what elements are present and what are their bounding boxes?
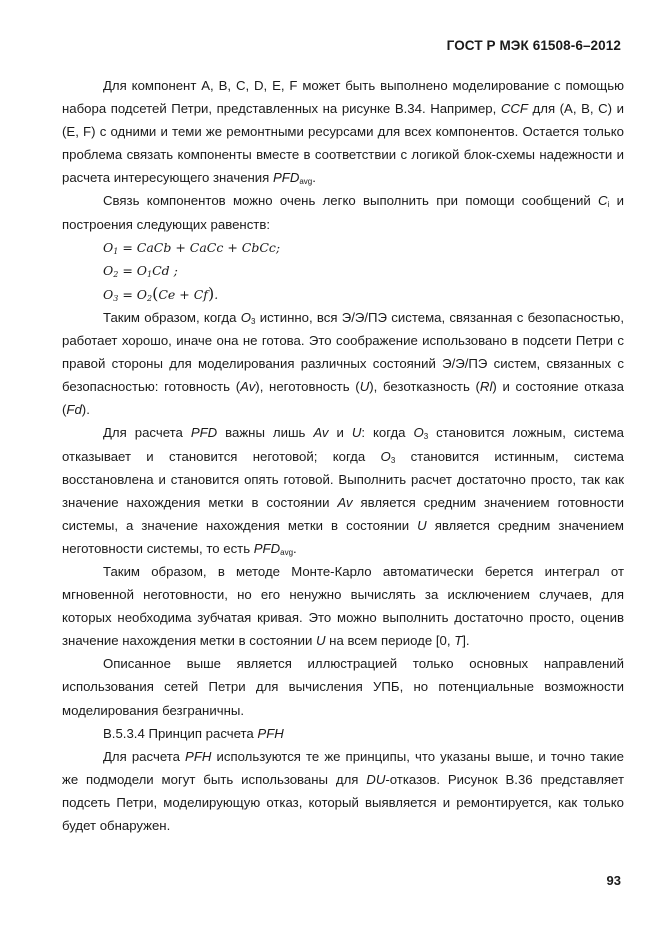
equation-2: $O_2 = O_1Cd$ ; <box>103 262 178 279</box>
paragraph-3: Таким образом, когда $O_3$ истинно, вся Э/Э/ПЭ система, связанная с безопасностью, работает хорошо, иначе она не готова. Это соображение использовано в подсети Петри с правой стороны для моделирования различных состояний Э/Э/ПЭ систем, связанных с безопасностью: готовность (Av), неготовность (U), безотказность (Rl) и состояние отказа (Fd). <box>62 309 624 418</box>
paragraph-7: Для расчета PFH используются те же принципы, что указаны выше, и точно такие же подмодели могут быть использованы для DU-отказов. Рисунок В.36 представляет подсеть Петри, моделирующую отказ, который выявляется и ремонтируется, как только будет обнаружен. <box>62 748 625 833</box>
paragraph-4: Для расчета PFD важны лишь Av и U: когда $O_3$ становится ложным, система отказывает и становится неготовой; когда $O_3$ становится истинным, система восстановлена и становится опять готовой. Выполнить расчет достаточно просто, так как значение нахождения метки в состоянии Av является средним значением готовности системы, а значение нахождения метки в состоянии U является средним значением неготовности системы, то есть $PFD_{avg}$. <box>62 425 625 557</box>
equation-1: $O_1$ = CaCb + CaCc + CbCc; <box>103 239 281 256</box>
paragraph-2: Связь компонентов можно очень легко выполнить при помощи сообщений $C_i$ и построения следующих равенств: <box>62 193 624 232</box>
paragraph-1: Для компонент A, B, C, D, E, F может быть выполнено моделирование с помощью набора подсетей Петри, представленных на рисунке В.34. Например, CCF для (A, B, C) и (E, F) с одними и теми же ремонтными ресурсами для всех компонентов. Остается только проблема связать компоненты вместе в соответствии с логикой блок-схемы надежности и расчета интересующего значения $PFD_{avg}$. <box>62 78 624 187</box>
document-header: ГОСТ Р МЭК 61508-6–2012 <box>446 38 621 53</box>
paragraph-5: Таким образом, в методе Монте-Карло автоматически берется интеграл от мгновенной неготовности, но его ненужно вычислять за исключением случаев, для которых необходима зубчатая кривая. Это можно выполнить достаточно просто, оценив значение нахождения метки в состоянии U на всем периоде [0, T]. <box>62 563 624 649</box>
subsection-heading: В.5.3.4 Принцип расчета PFH <box>103 725 284 741</box>
page-body <box>62 74 624 837</box>
equation-3: $O_3 = O_2(Ce + Cf)$. <box>103 283 219 303</box>
paragraph-6: Описанное выше является иллюстрацией только основных направлений использования сетей Петри для вычисления УПБ, но потенциальные возможности моделирования безграничны. <box>62 656 624 718</box>
page-number: 93 <box>606 873 621 888</box>
